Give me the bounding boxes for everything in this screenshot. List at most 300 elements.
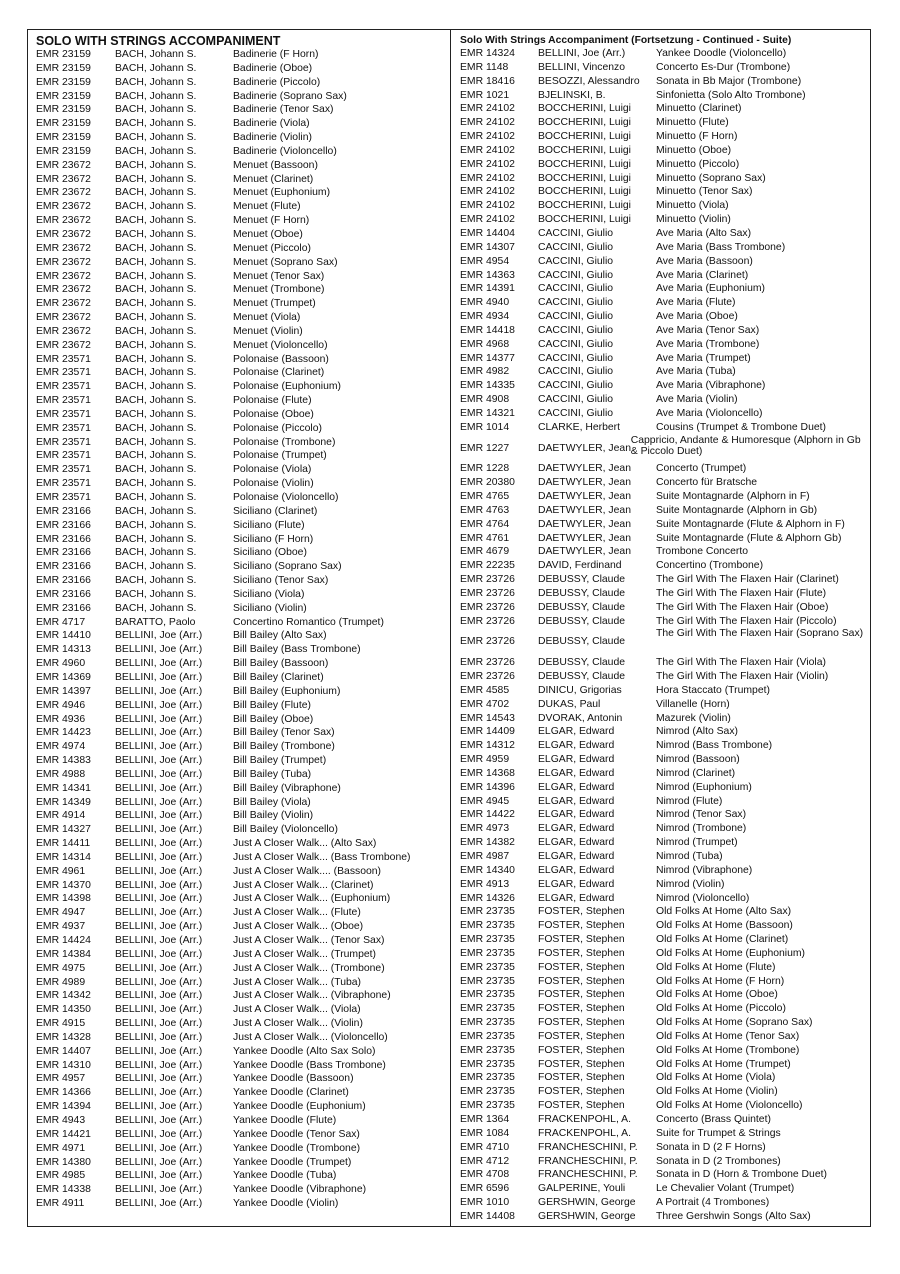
work-title: Old Folks At Home (Piccolo) [656, 1003, 786, 1015]
work-title: Ave Maria (Trombone) [656, 338, 760, 350]
work-title: Yankee Doodle (Euphonium) [233, 1101, 366, 1113]
work-title: Ave Maria (Violoncello) [656, 407, 763, 419]
composer-name: CACCINI, Giulio [538, 324, 614, 336]
catalog-number: EMR 18416 [460, 75, 515, 87]
work-title: Yankee Doodle (Alto Sax Solo) [233, 1045, 376, 1057]
catalog-number: EMR 23571 [36, 450, 91, 462]
composer-name: FOSTER, Stephen [538, 934, 625, 946]
catalog-number: EMR 23571 [36, 353, 91, 365]
composer-name: FRANCHESCHINI, P. [538, 1169, 638, 1181]
work-title: Old Folks At Home (Soprano Sax) [656, 1017, 813, 1029]
work-title: Ave Maria (Violin) [656, 394, 738, 406]
catalog-row [460, 836, 870, 850]
catalog-row [460, 753, 870, 767]
composer-name: BACH, Johann S. [115, 547, 197, 559]
composer-name: BELLINI, Joe (Arr.) [115, 976, 203, 988]
work-title: Menuet (Violoncello) [233, 339, 328, 351]
work-title: Sonata in Bb Major (Trombone) [656, 75, 802, 87]
work-title: Just A Closer Walk... (Viola) [233, 1004, 361, 1016]
catalog-row [36, 602, 446, 616]
right-column [460, 34, 870, 1224]
catalog-number: EMR 14409 [460, 726, 515, 738]
catalog-row [36, 726, 446, 740]
catalog-number: EMR 14313 [36, 644, 91, 656]
catalog-row [460, 1016, 870, 1030]
work-title: Bill Bailey (Viola) [233, 796, 311, 808]
catalog-row [36, 353, 446, 367]
catalog-number: EMR 4975 [36, 962, 86, 974]
catalog-number: EMR 4913 [460, 878, 510, 890]
work-title: Nimrod (Violoncello) [656, 892, 750, 904]
catalog-number: EMR 23159 [36, 132, 91, 144]
composer-name: FOSTER, Stephen [538, 1017, 625, 1029]
catalog-row [460, 988, 870, 1002]
composer-name: BACH, Johann S. [115, 118, 197, 130]
catalog-number: EMR 23166 [36, 588, 91, 600]
work-title: Polonaise (Violin) [233, 478, 314, 490]
composer-name: DUKAS, Paul [538, 698, 601, 710]
catalog-number: EMR 23166 [36, 533, 91, 545]
composer-name: BOCCHERINI, Luigi [538, 186, 631, 198]
work-title: Nimrod (Clarinet) [656, 767, 736, 779]
composer-name: BACH, Johann S. [115, 298, 197, 310]
composer-name: BACH, Johann S. [115, 436, 197, 448]
catalog-row [460, 476, 870, 490]
catalog-row [460, 615, 870, 629]
catalog-row [460, 75, 870, 89]
composer-name: BACH, Johann S. [115, 76, 197, 88]
composer-name: BACH, Johann S. [115, 588, 197, 600]
catalog-row [460, 1071, 870, 1085]
catalog-number: EMR 24102 [460, 158, 515, 170]
work-title: Nimrod (Flute) [656, 795, 723, 807]
catalog-number: EMR 14543 [460, 712, 515, 724]
catalog-number: EMR 4708 [460, 1169, 510, 1181]
catalog-row [36, 1031, 446, 1045]
left-catalog-list [36, 48, 446, 1211]
catalog-number: EMR 4985 [36, 1170, 86, 1182]
catalog-number: EMR 4943 [36, 1114, 86, 1126]
composer-name: CACCINI, Giulio [538, 311, 614, 323]
catalog-number: EMR 4936 [36, 713, 86, 725]
work-title: Minuetto (Oboe) [656, 144, 732, 156]
catalog-row [460, 573, 870, 587]
catalog-number: EMR 4717 [36, 616, 86, 628]
catalog-number: EMR 4957 [36, 1073, 86, 1085]
catalog-number: EMR 14404 [460, 227, 515, 239]
work-title: Ave Maria (Alto Sax) [656, 227, 752, 239]
catalog-number: EMR 23726 [460, 601, 515, 613]
catalog-row [460, 255, 870, 269]
composer-name: ELGAR, Edward [538, 850, 615, 862]
composer-name: BACH, Johann S. [115, 132, 197, 144]
work-title: Yankee Doodle (Trumpet) [233, 1156, 352, 1168]
work-title: Old Folks At Home (Clarinet) [656, 934, 789, 946]
composer-name: GERSHWIN, George [538, 1197, 636, 1209]
work-title: Sinfonietta (Solo Alto Trombone) [656, 89, 806, 101]
work-title: Siciliano (Soprano Sax) [233, 561, 342, 573]
work-title: Old Folks At Home (Tenor Sax) [656, 1030, 800, 1042]
catalog-row [460, 601, 870, 615]
composer-name: BELLINI, Joe (Arr.) [115, 685, 203, 697]
work-title: Old Folks At Home (Flute) [656, 961, 776, 973]
composer-name: ELGAR, Edward [538, 726, 615, 738]
composer-name: ELGAR, Edward [538, 823, 615, 835]
work-title: Just A Closer Walk... (Euphonium) [233, 893, 391, 905]
catalog-number: EMR 14363 [460, 269, 515, 281]
catalog-number: EMR 14342 [36, 990, 91, 1002]
catalog-number: EMR 24102 [460, 103, 515, 115]
catalog-row [36, 325, 446, 339]
composer-name: CACCINI, Giulio [538, 352, 614, 364]
catalog-row [460, 47, 870, 61]
catalog-row [460, 185, 870, 199]
work-title: Polonaise (Trombone) [233, 436, 336, 448]
work-title: Nimrod (Tuba) [656, 850, 723, 862]
composer-name: BELLINI, Joe (Arr.) [115, 713, 203, 725]
work-title: Ave Maria (Tuba) [656, 366, 736, 378]
catalog-number: EMR 14421 [36, 1128, 91, 1140]
composer-name: FOSTER, Stephen [538, 947, 625, 959]
work-title: Polonaise (Oboe) [233, 408, 314, 420]
catalog-row [36, 823, 446, 837]
catalog-number: EMR 4911 [36, 1198, 85, 1210]
work-title: Old Folks At Home (Euphonium) [656, 947, 805, 959]
composer-name: ELGAR, Edward [538, 740, 615, 752]
work-title: Yankee Doodle (Tuba) [233, 1170, 337, 1182]
catalog-row [36, 1114, 446, 1128]
work-title: Polonaise (Trumpet) [233, 450, 327, 462]
composer-name: DAETWYLER, Jean [538, 463, 631, 475]
catalog-row [36, 699, 446, 713]
work-title: Polonaise (Viola) [233, 464, 312, 476]
work-title: The Girl With The Flaxen Hair (Viola) [656, 657, 826, 669]
catalog-row [460, 781, 870, 795]
work-title: Just A Closer Walk... (Violoncello) [233, 1031, 388, 1043]
composer-name: BACH, Johann S. [115, 173, 197, 185]
composer-name: FOSTER, Stephen [538, 989, 625, 1001]
catalog-row [460, 130, 870, 144]
catalog-row [36, 906, 446, 920]
catalog-number: EMR 23735 [460, 1100, 515, 1112]
work-title: Concerto Es-Dur (Trombone) [656, 61, 791, 73]
catalog-row [36, 408, 446, 422]
work-title: Nimrod (Bassoon) [656, 754, 740, 766]
work-title: Ave Maria (Bassoon) [656, 255, 753, 267]
catalog-number: EMR 4968 [460, 338, 510, 350]
catalog-number: EMR 4946 [36, 699, 86, 711]
work-title: The Girl With The Flaxen Hair (Oboe) [656, 601, 829, 613]
work-title: Siciliano (Oboe) [233, 547, 307, 559]
catalog-number: EMR 4585 [460, 684, 510, 696]
catalog-number: EMR 23735 [460, 920, 515, 932]
catalog-number: EMR 14424 [36, 935, 91, 946]
catalog-number: EMR 14411 [36, 838, 91, 850]
catalog-row [460, 518, 870, 532]
catalog-row [36, 256, 446, 270]
composer-name: DAETWYLER, Jean [538, 477, 631, 489]
composer-name: FOSTER, Stephen [538, 906, 625, 918]
catalog-row [36, 976, 446, 990]
catalog-number: EMR 24102 [460, 172, 515, 184]
catalog-number: EMR 24102 [460, 186, 515, 198]
catalog-row [36, 1128, 446, 1142]
composer-name: BELLINI, Joe (Arr.) [115, 948, 203, 960]
catalog-number: EMR 23166 [36, 547, 91, 559]
catalog-number: EMR 14312 [460, 740, 515, 752]
catalog-number: EMR 14383 [36, 755, 91, 767]
composer-name: BACH, Johann S. [115, 159, 197, 171]
work-title: Badinerie (F Horn) [233, 49, 319, 60]
work-title: Nimrod (Violin) [656, 878, 725, 890]
catalog-number: EMR 23159 [36, 104, 91, 116]
catalog-row [460, 712, 870, 726]
work-title: Polonaise (Euphonium) [233, 381, 342, 393]
catalog-number: EMR 4961 [36, 865, 86, 877]
composer-name: BELLINI, Joe (Arr.) [115, 962, 203, 974]
composer-name: BELLINI, Joe (Arr.) [115, 768, 203, 780]
catalog-number: EMR 14321 [460, 407, 515, 419]
work-title: Just A Closer Walk... (Tuba) [233, 976, 361, 988]
composer-name: BOCCHERINI, Luigi [538, 200, 631, 212]
catalog-row [460, 144, 870, 158]
composer-name: CLARKE, Herbert [538, 421, 620, 433]
catalog-number: EMR 23571 [36, 478, 91, 490]
work-title: Bill Bailey (Vibraphone) [233, 782, 341, 794]
catalog-number: EMR 14350 [36, 1004, 91, 1016]
work-title: Bill Bailey (Bassoon) [233, 658, 329, 670]
catalog-row [36, 394, 446, 408]
catalog-row [36, 629, 446, 643]
work-title: Badinerie (Tenor Sax) [233, 104, 334, 116]
catalog-number: EMR 4915 [36, 1018, 86, 1030]
composer-name: BACH, Johann S. [115, 215, 197, 227]
work-title: Menuet (Piccolo) [233, 242, 311, 254]
composer-name: FRANCHESCHINI, P. [538, 1141, 638, 1153]
catalog-row [460, 698, 870, 712]
catalog-row [460, 490, 870, 504]
catalog-row [36, 519, 446, 533]
catalog-number: EMR 23726 [460, 574, 515, 586]
catalog-row [36, 173, 446, 187]
catalog-number: EMR 23166 [36, 575, 91, 587]
composer-name: DAETWYLER, Jean [538, 442, 631, 454]
composer-name: FRANCHESCHINI, P. [538, 1155, 638, 1167]
catalog-number: EMR 1010 [460, 1197, 510, 1209]
catalog-number: EMR 23571 [36, 464, 91, 476]
catalog-row [36, 283, 446, 297]
catalog-number: EMR 23735 [460, 1044, 515, 1056]
composer-name: BELLINI, Joe (Arr.) [115, 810, 203, 822]
work-title: Menuet (Clarinet) [233, 173, 314, 185]
composer-name: BELLINI, Joe (Arr.) [115, 879, 203, 891]
catalog-row [36, 989, 446, 1003]
composer-name: BACH, Johann S. [115, 256, 197, 268]
catalog-row [36, 90, 446, 104]
catalog-number: EMR 1364 [460, 1114, 510, 1125]
catalog-number: EMR 24102 [460, 131, 515, 143]
work-title: Badinerie (Soprano Sax) [233, 90, 347, 102]
catalog-number: EMR 1228 [460, 463, 510, 475]
catalog-number: EMR 22235 [460, 560, 515, 572]
catalog-row [460, 1099, 870, 1113]
catalog-row [460, 559, 870, 573]
work-title: Sonata in D (2 Trombones) [656, 1155, 781, 1167]
composer-name: CACCINI, Giulio [538, 407, 614, 419]
work-title: Yankee Doodle (Clarinet) [233, 1087, 349, 1099]
work-title: Bill Bailey (Trumpet) [233, 755, 327, 767]
composer-name: CACCINI, Giulio [538, 227, 614, 239]
catalog-row [460, 1168, 870, 1182]
catalog-row [460, 462, 870, 476]
catalog-row [460, 338, 870, 352]
catalog-number: EMR 23571 [36, 367, 91, 379]
composer-name: BACH, Johann S. [115, 602, 197, 614]
work-title: Bill Bailey (Violoncello) [233, 824, 338, 836]
catalog-number: EMR 24102 [460, 144, 515, 156]
composer-name: BELLINI, Joe (Arr.) [115, 1018, 203, 1030]
work-title: Old Folks At Home (Trumpet) [656, 1058, 791, 1070]
composer-name: BELLINI, Joe (Arr.) [115, 1031, 203, 1043]
catalog-row [36, 1156, 446, 1170]
composer-name: CACCINI, Giulio [538, 241, 614, 253]
catalog-number: EMR 23672 [36, 201, 91, 213]
catalog-number: EMR 20380 [460, 477, 515, 489]
work-title: Nimrod (Alto Sax) [656, 726, 738, 738]
composer-name: CACCINI, Giulio [538, 394, 614, 406]
composer-name: BACH, Johann S. [115, 104, 197, 116]
catalog-row [36, 768, 446, 782]
catalog-number: EMR 23672 [36, 312, 91, 324]
catalog-row [36, 740, 446, 754]
catalog-row [36, 477, 446, 491]
composer-name: DVORAK, Antonin [538, 712, 623, 724]
catalog-row [460, 435, 870, 463]
catalog-number: EMR 6596 [460, 1183, 510, 1195]
composer-name: BELLINI, Joe (Arr.) [115, 1087, 203, 1099]
catalog-row [36, 1183, 446, 1197]
catalog-number: EMR 23159 [36, 145, 91, 157]
work-title: Yankee Doodle (Trombone) [233, 1142, 361, 1154]
catalog-row [36, 533, 446, 547]
catalog-row [460, 975, 870, 989]
work-title: Just A Closer Walk... (Vibraphone) [233, 990, 391, 1002]
composer-name: BELLINI, Joe (Arr.) [115, 1045, 203, 1057]
composer-name: DAVID, Ferdinand [538, 560, 622, 572]
work-title: Badinerie (Viola) [233, 118, 310, 130]
catalog-row [460, 282, 870, 296]
composer-name: ELGAR, Edward [538, 754, 615, 766]
catalog-number: EMR 23735 [460, 906, 515, 918]
catalog-number: EMR 14370 [36, 879, 91, 891]
composer-name: BACH, Johann S. [115, 62, 197, 74]
catalog-number: EMR 14310 [36, 1059, 91, 1071]
composer-name: BELLINI, Joe (Arr.) [115, 1170, 203, 1182]
catalog-row [36, 186, 446, 200]
catalog-number: EMR 4940 [460, 297, 510, 309]
catalog-number: EMR 4908 [460, 394, 510, 406]
composer-name: BJELINSKI, B. [538, 89, 606, 101]
catalog-number: EMR 14382 [460, 837, 515, 849]
composer-name: BELLINI, Joe (Arr.) [115, 990, 203, 1002]
work-title: Concertino (Trombone) [656, 560, 764, 572]
catalog-number: EMR 14349 [36, 796, 91, 808]
work-title: Ave Maria (Oboe) [656, 311, 738, 323]
catalog-number: EMR 23672 [36, 215, 91, 227]
composer-name: BOCCHERINI, Luigi [538, 172, 631, 184]
composer-name: ELGAR, Edward [538, 878, 615, 890]
composer-name: DAETWYLER, Jean [538, 532, 631, 544]
work-title: Bill Bailey (Oboe) [233, 713, 314, 725]
catalog-number: EMR 4945 [460, 795, 510, 807]
catalog-row [36, 879, 446, 893]
catalog-row [36, 948, 446, 962]
work-title: Nimrod (Trombone) [656, 823, 747, 835]
right-column-heading: Solo With Strings Accompaniment (Fortsetzung - Continued - Suite) [460, 35, 792, 46]
work-title: The Girl With The Flaxen Hair (Soprano Sax) [656, 628, 864, 640]
work-title: Le Chevalier Volant (Trumpet) [656, 1183, 795, 1195]
composer-name: BELLINI, Joe (Arr.) [115, 1156, 203, 1168]
catalog-number: EMR 23672 [36, 187, 91, 199]
composer-name: CACCINI, Giulio [538, 338, 614, 350]
composer-name: ELGAR, Edward [538, 837, 615, 849]
work-title: Minuetto (Violin) [656, 214, 731, 226]
work-title: Just A Closer Walk... (Bass Trombone) [233, 851, 411, 863]
composer-name: BACH, Johann S. [115, 325, 197, 337]
composer-name: DEBUSSY, Claude [538, 636, 626, 648]
catalog-row [36, 920, 446, 934]
catalog-row [460, 172, 870, 186]
catalog-row [460, 61, 870, 75]
work-title: Nimrod (Tenor Sax) [656, 809, 747, 821]
composer-name: BOCCHERINI, Luigi [538, 117, 631, 129]
work-title: Yankee Doodle (Violin) [233, 1198, 339, 1210]
composer-name: BACH, Johann S. [115, 478, 197, 490]
composer-name: BACH, Johann S. [115, 367, 197, 379]
composer-name: BACH, Johann S. [115, 408, 197, 420]
catalog-number: EMR 4973 [460, 823, 510, 835]
catalog-row [36, 574, 446, 588]
catalog-number: EMR 23726 [460, 615, 515, 627]
work-title: Ave Maria (Flute) [656, 297, 736, 309]
catalog-number: EMR 23672 [36, 298, 91, 310]
work-title: Minuetto (Tenor Sax) [656, 186, 753, 198]
catalog-number: EMR 4989 [36, 976, 86, 988]
work-title: Just A Closer Walk... (Clarinet) [233, 879, 374, 891]
catalog-number: EMR 23159 [36, 90, 91, 102]
composer-name: DAETWYLER, Jean [538, 504, 631, 516]
composer-name: DAETWYLER, Jean [538, 518, 631, 530]
catalog-row [36, 311, 446, 325]
catalog-row [36, 159, 446, 173]
composer-name: BACH, Johann S. [115, 187, 197, 199]
composer-name: GERSHWIN, George [538, 1210, 636, 1222]
catalog-number: EMR 14397 [36, 685, 91, 697]
catalog-row [36, 214, 446, 228]
catalog-number: EMR 23735 [460, 1072, 515, 1084]
catalog-row [36, 1045, 446, 1059]
catalog-row [36, 1017, 446, 1031]
catalog-row [460, 850, 870, 864]
catalog-row [36, 1086, 446, 1100]
catalog-number: EMR 14366 [36, 1087, 91, 1099]
composer-name: BACH, Johann S. [115, 353, 197, 365]
work-title: Nimrod (Euphonium) [656, 781, 752, 793]
catalog-row [460, 961, 870, 975]
composer-name: BELLINI, Joe (Arr.) [115, 1184, 203, 1196]
work-title: Menuet (Flute) [233, 201, 301, 213]
catalog-row [460, 116, 870, 130]
